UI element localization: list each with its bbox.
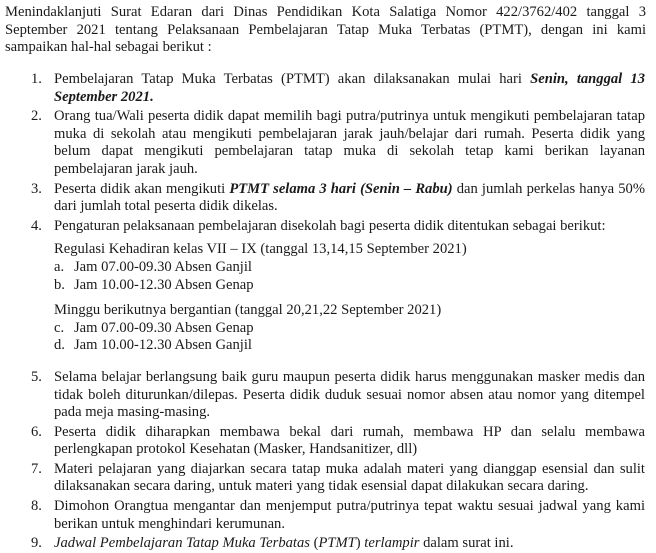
item-number: 2.: [31, 108, 42, 125]
list-item-4: [0, 218, 645, 355]
item-number: 5.: [31, 368, 42, 385]
paren-close: ): [355, 535, 361, 552]
item-text-before: Peserta didik akan mengikuti: [54, 180, 230, 197]
item-text: Orang tua/Wali peserta didik dapat memilih bagi putra/putrinya untuk mengikuti pembelajaran tatap muka di sekolah atau mengikuti pembelajaran jarak jauh/belajar dari rumah. Peserta didik yang belum dapat mengikuti pembelajaran tatap muka di sekolah tetap kami berikan layanan pembelajaran jarak jauh.: [54, 108, 645, 177]
list-item-5: [0, 369, 645, 422]
row-text: Jam 10.00-12.30 Absen Genap: [74, 276, 254, 293]
item-text: Pembelajaran Tatap Muka Terbatas (PTMT) akan dilaksanakan mulai hari: [54, 71, 531, 87]
row-letter: c.: [54, 319, 65, 336]
list-item-9: [0, 535, 645, 553]
list-item-8: [0, 498, 645, 533]
item-text: Dimohon Orangtua mengantar dan menjemput putra/putrinya tepat waktu sesuai jadwal yang kami berikan untuk menghindari kerumunan.: [54, 498, 645, 532]
schedule-row: [54, 259, 645, 277]
item-number: 3.: [31, 180, 42, 197]
item-emphasis: Senin, tanggal 13 September 2021.: [54, 71, 645, 105]
schedule-row: [54, 337, 645, 355]
schedule-row: [54, 277, 645, 295]
item-number: 8.: [31, 498, 42, 515]
list-item-3: [0, 181, 645, 216]
numbered-list: [0, 71, 656, 553]
item-text: Pengaturan pelaksanaan pembelajaran disekolah bagi peserta didik ditentukan sebagai berikut:: [54, 217, 606, 234]
list-item-7: [0, 461, 645, 496]
item-text: Peserta didik diharapkan membawa bekal dari rumah, membawa HP dan selalu membawa perlengkapan protokol Kesehatan (Masker, Handsanitizer, dll): [54, 423, 645, 458]
row-text: Jam 10.00-12.30 Absen Ganjil: [74, 337, 252, 354]
item-emphasis-b: PTMT: [318, 535, 356, 552]
schedule-row: [54, 320, 645, 338]
item-text: Selama belajar berlangsung baik guru maupun peserta didik harus menggunakan masker medis dan tidak boleh diturunkan/dilepas. Peserta didik duduk sesuai nomor absen atau nomor yang ditempel pada meja masing-masing.: [54, 368, 645, 421]
paren-open: (: [313, 535, 319, 552]
item-emphasis-c: terlampir: [360, 535, 420, 552]
row-text: Jam 07.00-09.30 Absen Genap: [74, 319, 254, 336]
schedule-week2-title: Minggu berikutnya bergantian (tanggal 20,21,22 September 2021): [54, 302, 442, 319]
schedule-week1-title: Regulasi Kehadiran kelas VII – IX (tanggal 13,14,15 September 2021): [54, 241, 467, 258]
list-item-2: [0, 108, 645, 178]
list-item-1: [0, 71, 645, 106]
row-text: Jam 07.00-09.30 Absen Ganjil: [74, 258, 252, 275]
item-text-after: dalam surat ini.: [419, 535, 514, 552]
item-number: 1.: [31, 71, 42, 87]
item-text: Materi pelajaran yang diajarkan secara tatap muka adalah materi yang dianggap esensial dan sulit dilaksanakan secara daring, untuk materi yang tidak esensial dapat dilakukan secara daring.: [54, 460, 645, 495]
item-number: 9.: [31, 535, 42, 552]
intro-paragraph: Menindaklanjuti Surat Edaran dari Dinas Pendidikan Kota Salatiga Nomor 422/3762/402 tanggal 3 September 2021 tentang Pelaksanaan Pembelajaran Tatap Muka Terbatas (PTMT), dengan ini kami sampaikan hal-hal sebagai berikut :: [5, 4, 646, 56]
item-emphasis-a: Jadwal Pembelajaran Tatap Muka Terbatas: [54, 535, 314, 552]
item-number: 6.: [31, 423, 42, 440]
list-item-6: [0, 424, 645, 459]
row-letter: a.: [54, 258, 65, 275]
item-text-after: dan jumlah perkelas hanya 50% dari jumlah total peserta didik dikelas.: [54, 180, 646, 215]
item-number: 4.: [31, 217, 42, 234]
item-emphasis: PTMT selama 3 hari (Senin – Rabu): [229, 180, 453, 197]
row-letter: b.: [54, 276, 65, 293]
item-number: 7.: [31, 460, 42, 477]
row-letter: d.: [54, 337, 65, 354]
